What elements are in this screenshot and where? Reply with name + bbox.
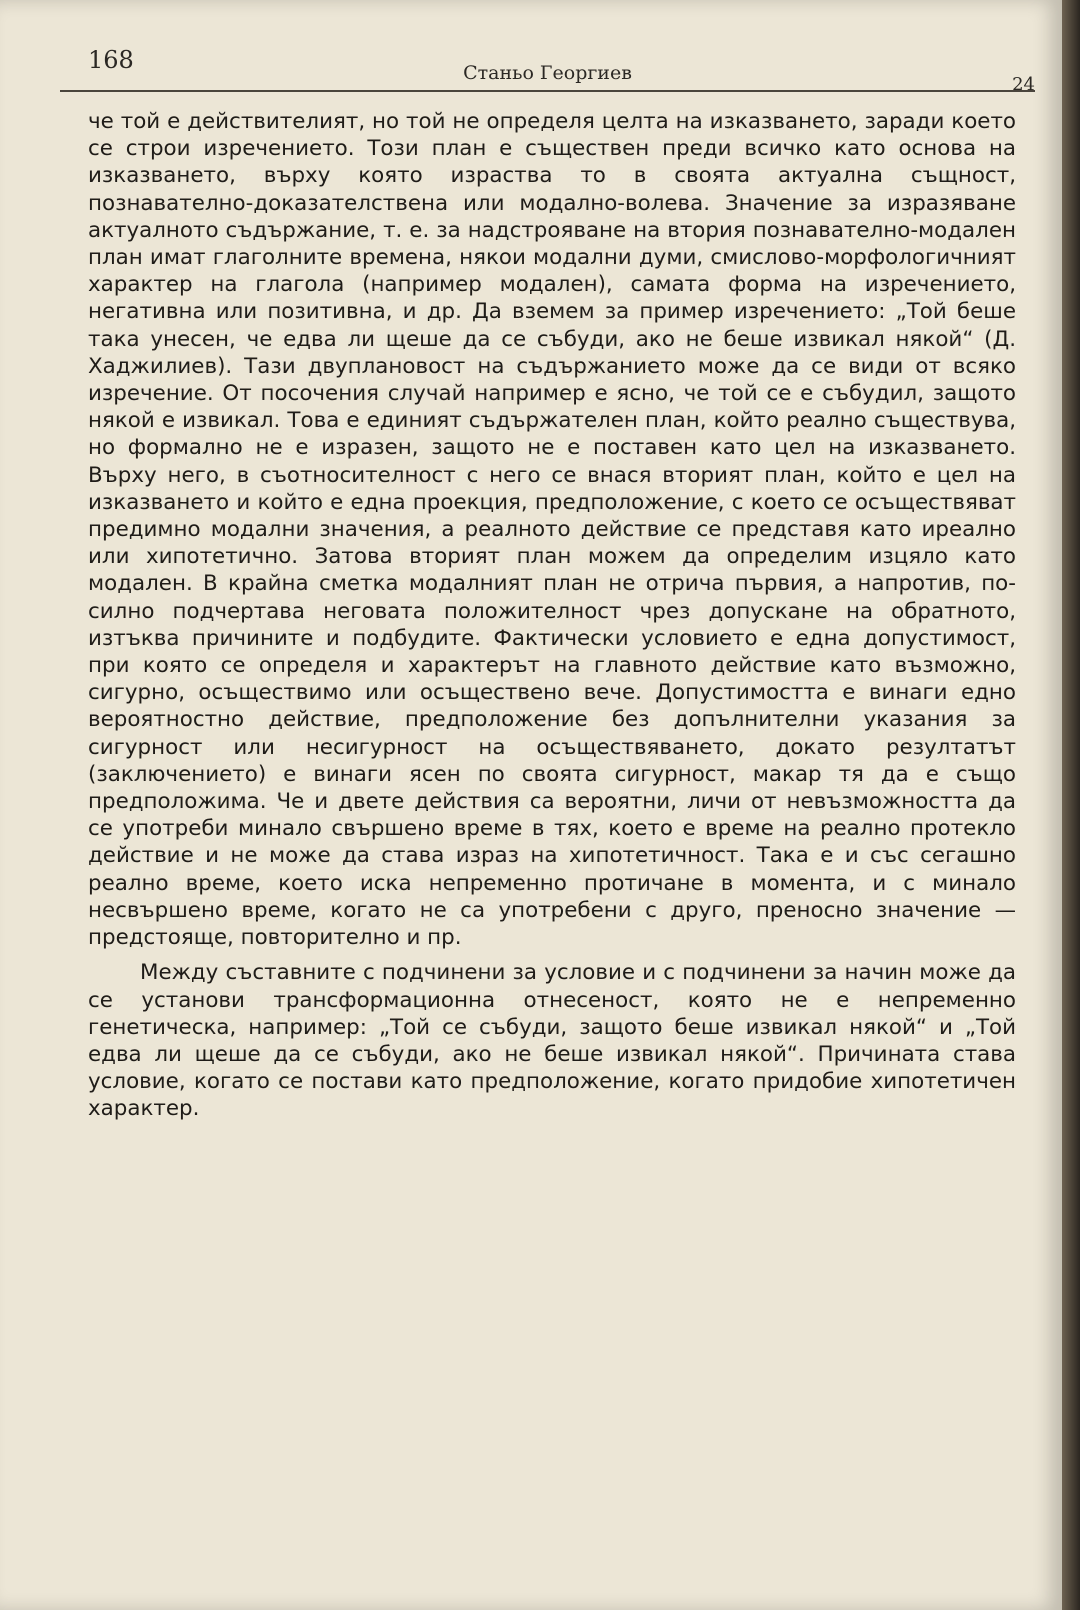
running-title: Станьо Георгиев bbox=[463, 62, 632, 84]
signature-mark: 24 bbox=[1012, 74, 1035, 95]
book-edge-shadow bbox=[1062, 0, 1080, 1610]
page-header bbox=[60, 40, 1035, 95]
paragraph: Между съставните с подчинени за условие и с подчинени за начин може да се установи трансформационна отнесеност, която не е непременно генетическа, например: „Той се събуди, защото беше извикал някой“ и „Той едва ли щеше да се събуди, ако не беше извикал някой“. Причината става условие, когато се постави като предположение, когато придобие хипотетичен характер. bbox=[88, 960, 1016, 1122]
body-text bbox=[88, 108, 1016, 1123]
page-number: 168 bbox=[88, 46, 134, 74]
paragraph: че той е действителият, но той не определя целта на изказването, заради което се строи изречението. Този план е съществен преди всичко като основа на изказването, върху която израства то в своята актуална същност, познавателно-доказателствена или модално-волева. Значение за изразяване актуалното съдържание, т. е. за надстрояване на втория познавателно-модален план имат глаголните времена, някои модални думи, смислово-морфологичният характер на глагола (например модален), самата форма на изречението, негативна или позитивна, и др. Да вземем за пример изречението: „Той беше така унесен, че едва ли щеше да се събуди, ако не беше извикал някой“ (Д. Хаджилиев). Тази двуплановост на съдържанието може да се види от всяко изречение. От посочения случай например е ясно, че той се е събудил, защото някой е извикал. Това е единият съдържателен план, който реално съществува, но формално не е изразен, защото не е поставен като цел на изказването. Върху него, в съотносителност с него се внася вторият план, който е цел на изказването и който е една проекция, предположение, с което се осъществяват предимно модални значения, а реалното действие се представя като иреално или хипотетично. Затова вторият план можем да определим изцяло като модален. В крайна сметка модалният план не отрича първия, а напротив, по-силно подчертава неговата положителност чрез допускане на обратното, изтъква причините и подбудите. Фактически условието е една допустимост, при която се определя и характерът на главното действие като възможно, сигурно, осъществимо или осъществено вече. Допустимостта е винаги едно вероятностно действие, предположение без допълнителни указания за сигурност или несигурност на осъществяването, докато резултатът (заключението) е винаги ясен по своята сигурност, макар тя да е също предположима. Че и двете действия са вероятни, личи от невъзможността да се употреби минало свършено време в тях, което е време на реално протекло действие и не може да става израз на хипотетичност. Така е и със сегашно реално време, което иска непременно протичане в момента, и с минало несвършено време, когато не са употребени с друго, преносно значение — предстояще, повторително и пр. bbox=[88, 109, 1016, 951]
header-rule bbox=[60, 90, 1035, 92]
